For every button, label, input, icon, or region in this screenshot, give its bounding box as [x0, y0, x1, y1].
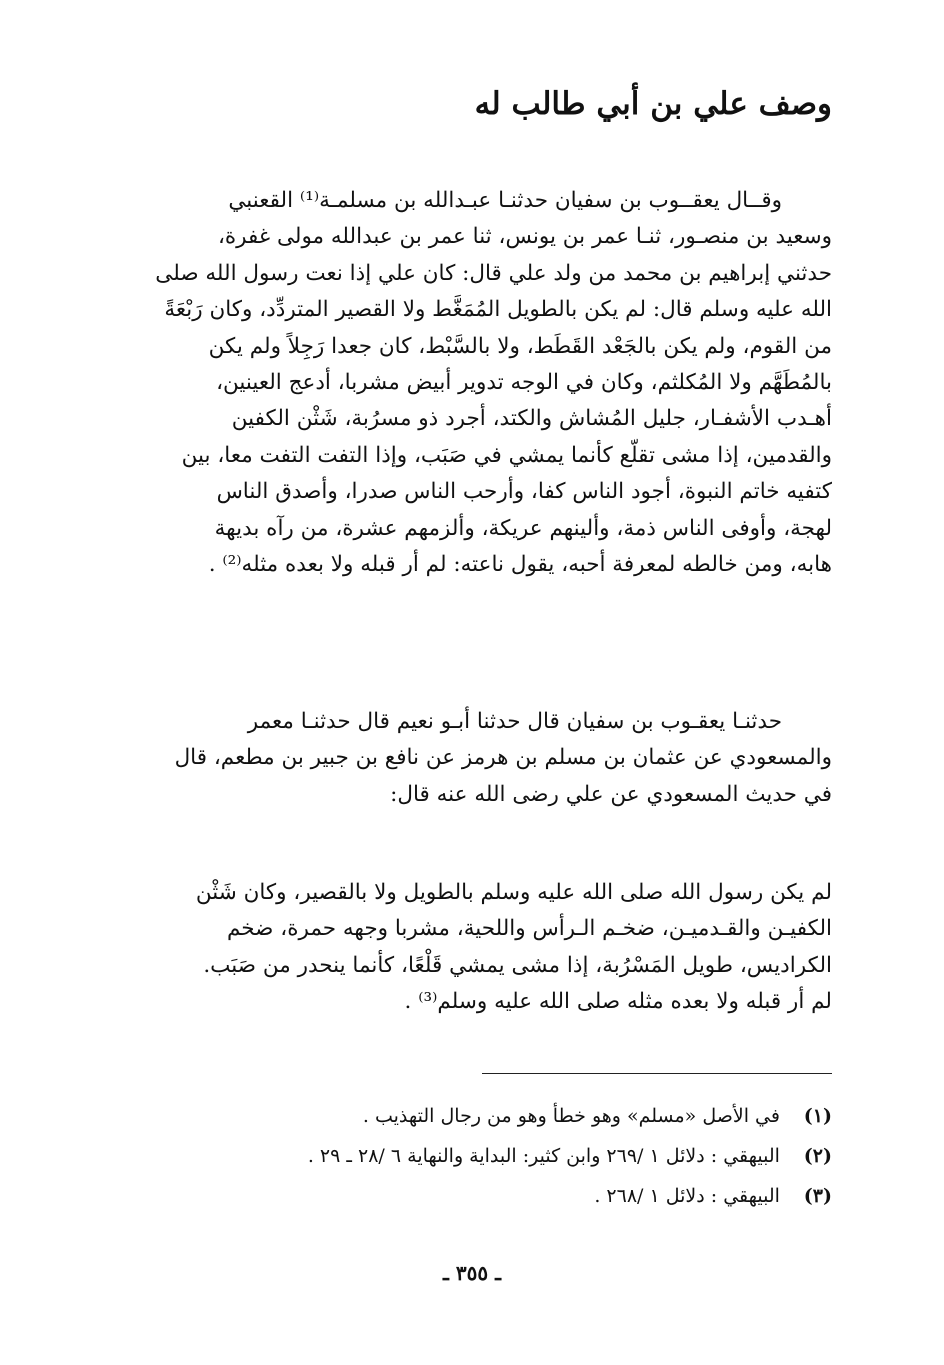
paragraph-ali-description	[132, 183, 832, 583]
text-line: الكراديس، طويل المَسْرُبة، إذا مشى يمشي قَلْعًا، كأنما ينحدر من صَبَب.	[203, 952, 832, 978]
footnote-text: البيهقي : دلائل ١ /٢٦٩ وابن كثير: البداية والنهاية ٦ /٢٨ ـ ٢٩ .	[307, 1145, 780, 1167]
text-line: وسعيد بن منصـور، ثنـا عمر بن يونس، ثنا عمر بن عبدالله مولى غفرة،	[217, 224, 832, 250]
text-line: كتفيه خاتم النبوة، أجود الناس كفا، وأرحب الناس صدرا، وأصدق الناس	[216, 479, 832, 505]
paragraph-isnad	[132, 704, 832, 813]
text-line: والقدمين، إذا مشى تقلّع كأنما يمشي في صَبَب، وإذا التفت التفت معا، بين	[181, 442, 832, 468]
text-line: هابه، ومن خالطه لمعرفة أحبه، يقول ناعته: لم أر قبله ولا بعده مثله⁽²⁾ .	[208, 552, 832, 578]
footnote-number: (١)	[803, 1105, 832, 1127]
footnotes-list	[132, 1096, 832, 1216]
footnote-item	[132, 1136, 832, 1176]
footnote-divider	[482, 1073, 832, 1074]
text-line: الله عليه وسلم قال: لم يكن بالطويل المُمَغَّط ولا القصير المتردِّد، وكان رَبْعَةً	[164, 297, 832, 323]
page-number: ـ ٣٥٥ ـ	[443, 1261, 501, 1285]
text-line: أهـدب الأشفـار، جليل المُشاش والكتد، أجرد ذو مسرُبة، شَثْن الكفين	[231, 406, 832, 432]
footnote-item	[132, 1096, 832, 1136]
section-title: وصف علي بن أبي طالب له	[474, 86, 832, 122]
paragraph-hadith-text	[132, 875, 832, 1021]
text-line: لم أر قبله ولا بعده مثله صلى الله عليه وسلم⁽³⁾ .	[404, 989, 832, 1015]
footnote-item	[132, 1176, 832, 1216]
text-line: لهجة، وأوفى الناس ذمة، وألينهم عريكة، وألزمهم عشرة، من رآه بديهة	[214, 515, 832, 541]
text-line: بالمُطَهَّم ولا المُكلثم، وكان في الوجه تدوير أبيض مشربا، أدعج العينين،	[216, 370, 832, 396]
text-line: حدثنـا يعقـوب بن سفيان قال حدثنا أبـو نعيم قال حدثنـا معمر	[247, 709, 782, 734]
footnote-number: (٢)	[803, 1145, 832, 1167]
footnote-number: (٣)	[803, 1185, 832, 1207]
text-line: حدثني إبراهيم بن محمد من ولد علي قال: كان علي إذا نعت رسول الله صلى	[155, 260, 832, 286]
footnote-text: في الأصل «مسلم» وهو خطأ وهو من رجال التهذيب .	[362, 1105, 780, 1127]
text-line: والمسعودي عن عثمان بن مسلم بن هرمز عن نافع بن جبير بن مطعم، قال	[174, 745, 832, 771]
text-line: في حديث المسعودي عن علي رضى الله عنه قال:	[390, 781, 832, 807]
text-line: وقــال يعقــوب بن سفيان حدثنـا عبـدالله بن مسلمـة⁽¹⁾ القعنبي	[228, 188, 782, 213]
text-line: من القوم، ولم يكن بالجَعْد القَطَط، ولا بالسَّبْط، كان جعدا رَجِلاً ولم يكن	[208, 333, 832, 359]
text-line: الكفيـن والقـدميـن، ضخـم الـرأس واللحية، مشربا وجهه حمرة، ضخم	[226, 916, 832, 942]
text-line: لم يكن رسول الله صلى الله عليه وسلم بالطويل ولا بالقصير، وكان شَثْن	[195, 880, 832, 905]
footnote-text: البيهقي : دلائل ١ /٢٦٨ .	[594, 1185, 780, 1207]
